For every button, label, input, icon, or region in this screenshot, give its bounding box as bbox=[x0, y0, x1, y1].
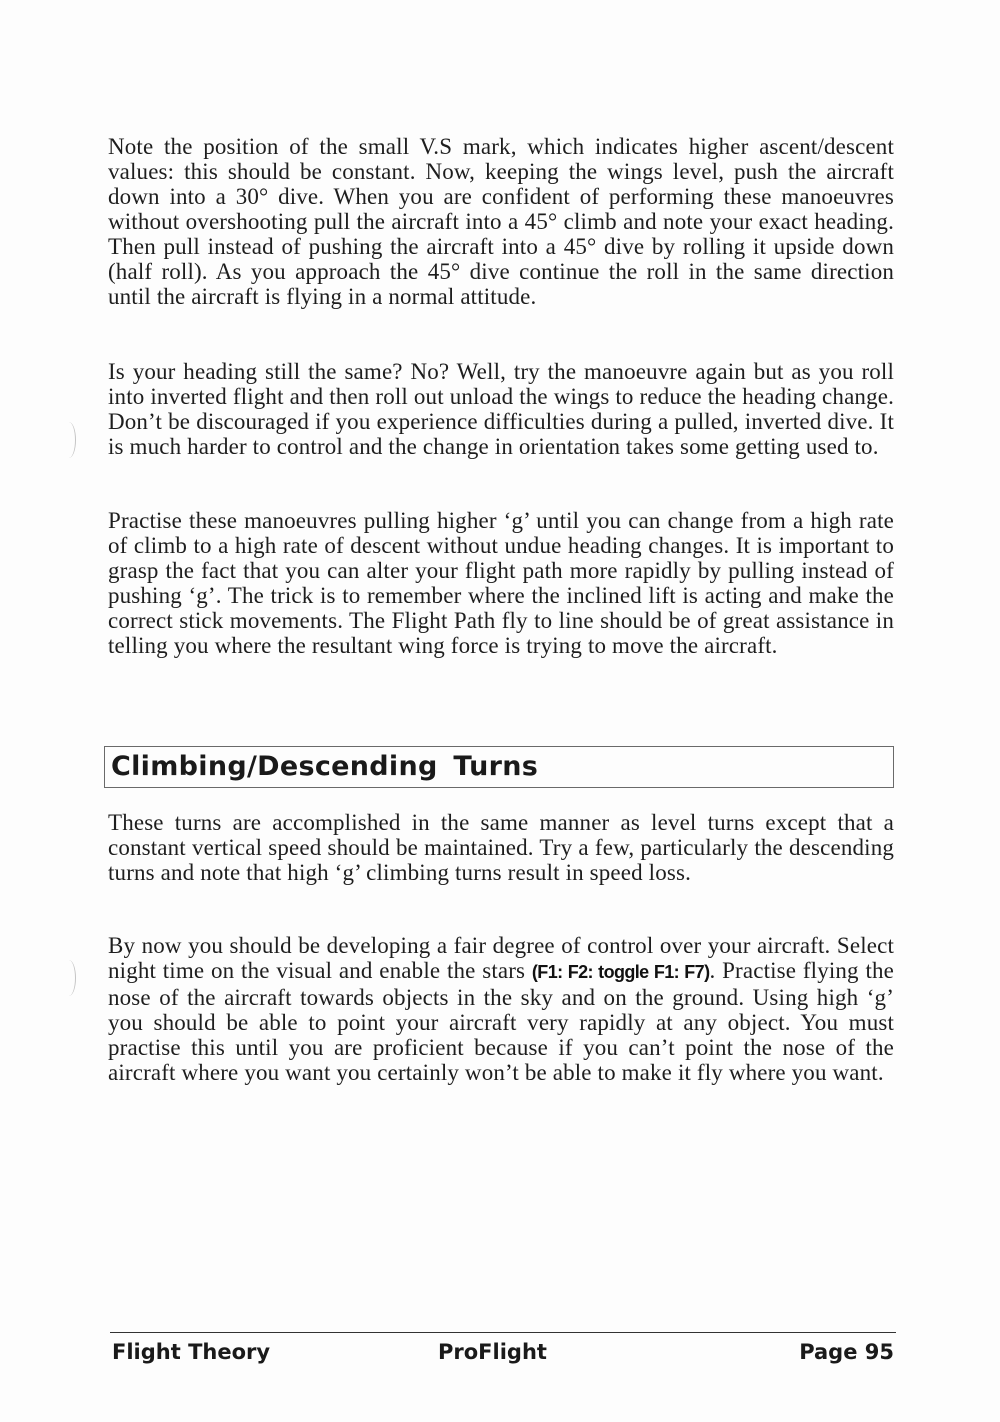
footer-product-name: ProFlight bbox=[438, 1340, 547, 1364]
key-sequence: (F1: F2: toggle F1: F7) bbox=[531, 962, 710, 982]
binding-hole-mark bbox=[62, 422, 76, 458]
paragraph-heading-check: Is your heading still the same? No? Well, try the manoeuvre again but as you roll into inverted flight and then roll out unload the wings to reduce the heading change. Don’t be discouraged if you experience difficulties during a pulled, inverted dive. It is much harder to control and the change in orientation takes some getting used to. bbox=[108, 359, 894, 459]
paragraph-practise-g: Practise these manoeuvres pulling higher ‘g’ until you can change from a high rate of climb to a high rate of descent without undue heading changes. It is important to grasp the fact that you can alter your flight path more rapidly by pulling instead of pushing ‘g’. The trick is to remember where the inclined lift is acting and make the correct stick movements. The Flight Path fly to line should be of great assistance in telling you where the resultant wing force is trying to move the aircraft. bbox=[108, 508, 894, 658]
paragraph-text-start: By now you should be developing a fair degree of control over your aircraft. Select night time on the visual and enable the stars bbox=[108, 933, 894, 983]
paragraph-night-practice bbox=[108, 933, 894, 1085]
paragraph-text-end: . Practise flying the nose of the aircraft towards objects in the sky and on the ground. Using high ‘g’ you should be able to point your aircraft very rapidly at any object. You must practise this until you are proficient because if you can’t point the nose of the aircraft where you want you certainly won’t be able to make it fly where you want. bbox=[108, 958, 894, 1085]
footer-chapter-title: Flight Theory bbox=[112, 1340, 271, 1364]
footer-rule bbox=[110, 1332, 896, 1333]
section-heading-box bbox=[104, 746, 894, 788]
section-heading: Climbing/Descending Turns bbox=[111, 751, 539, 782]
binding-hole-mark bbox=[62, 960, 76, 996]
paragraph-turns: These turns are accomplished in the same manner as level turns except that a constant vertical speed should be maintained. Try a few, particularly the descending turns and note that high ‘g’ climbing turns result in speed loss. bbox=[108, 810, 894, 885]
paragraph-vs-mark: Note the position of the small V.S mark, which indicates higher ascent/descent values: this should be constant. Now, keeping the wings level, push the aircraft down into a 30° dive. When you are confident of performing these manoeuvres without overshooting pull the aircraft into a 45° climb and note your exact heading. Then pull instead of pushing the aircraft into a 45° dive by rolling it upside down (half roll). As you approach the 45° dive continue the roll in the same direction until the aircraft is flying in a normal attitude. bbox=[108, 134, 894, 309]
footer-page-number: Page 95 bbox=[799, 1340, 894, 1364]
